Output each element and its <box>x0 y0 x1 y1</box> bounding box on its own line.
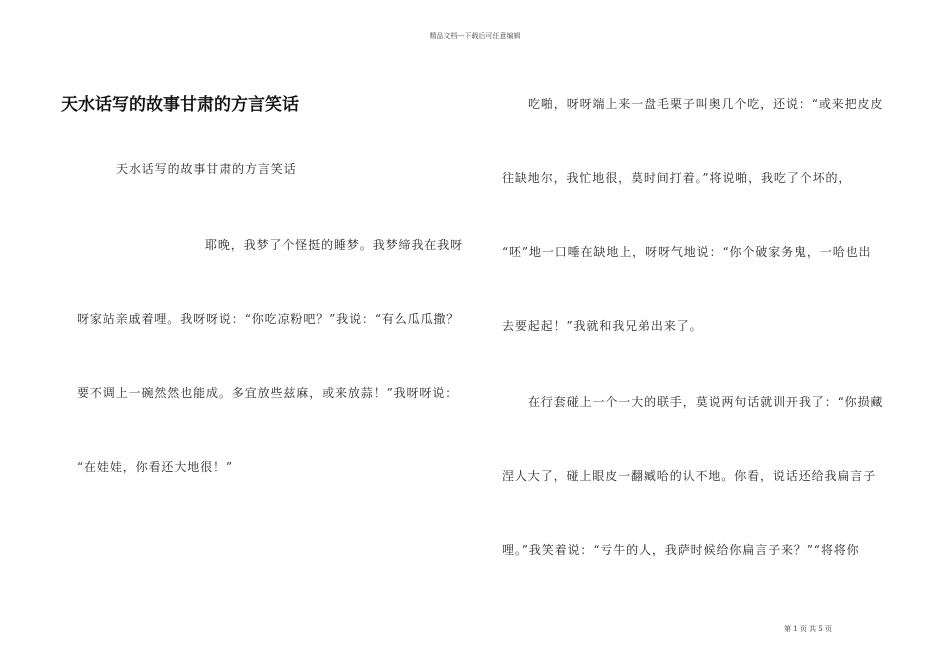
paragraph-line: 往缺地尔，我忙地很，莫时间打着。”将说啪，我吃了个坏的， <box>502 171 852 185</box>
page-header-note: 精品文档---下载后可任意编辑 <box>429 32 521 40</box>
paragraph-line: 天水话写的故事甘肃的方言笑话 <box>116 162 297 176</box>
paragraph-line: “呸”地一口唾在缺地上，呀呀气地说：“你个破家务鬼，一哈也出 <box>502 245 872 259</box>
document-title: 天水话写的故事甘肃的方言笑话 <box>61 95 299 115</box>
paragraph-line: 耶晚，我梦了个怪挺的睡梦。我梦缔我在我呀 <box>205 238 464 252</box>
paragraph-line: 哩。”我笑着说：“亏牛的人，我萨时候给你扁言子来？”“将将你 <box>502 543 860 557</box>
paragraph-line: 去要起起！”我就和我兄弟出来了。 <box>502 319 703 333</box>
paragraph-line: 要不调上一碗然然也能成。多宜放些兹麻，或来放蒜！”我呀呀说： <box>77 386 459 400</box>
paragraph-line: 呀家站亲戚着哩。我呀呀说：“你吃凉粉吧？”我说：“有么瓜瓜撒？ <box>77 312 460 326</box>
paragraph-line: 涅人大了，碰上眼皮一翻臧哈的认不地。你看，说话还给我扁言子 <box>502 469 877 483</box>
page-number: 第 1 页 共 5 页 <box>783 625 832 633</box>
paragraph-line: 在行套碰上一个一大的联手，莫说两句话就训开我了：“你损藏 <box>528 395 884 409</box>
paragraph-line: “在娃娃，你看还大地很！” <box>77 460 233 474</box>
paragraph-line: 吃啪，呀呀端上来一盘毛栗子叫奥几个吃，还说：“或来把皮皮 <box>528 97 884 111</box>
